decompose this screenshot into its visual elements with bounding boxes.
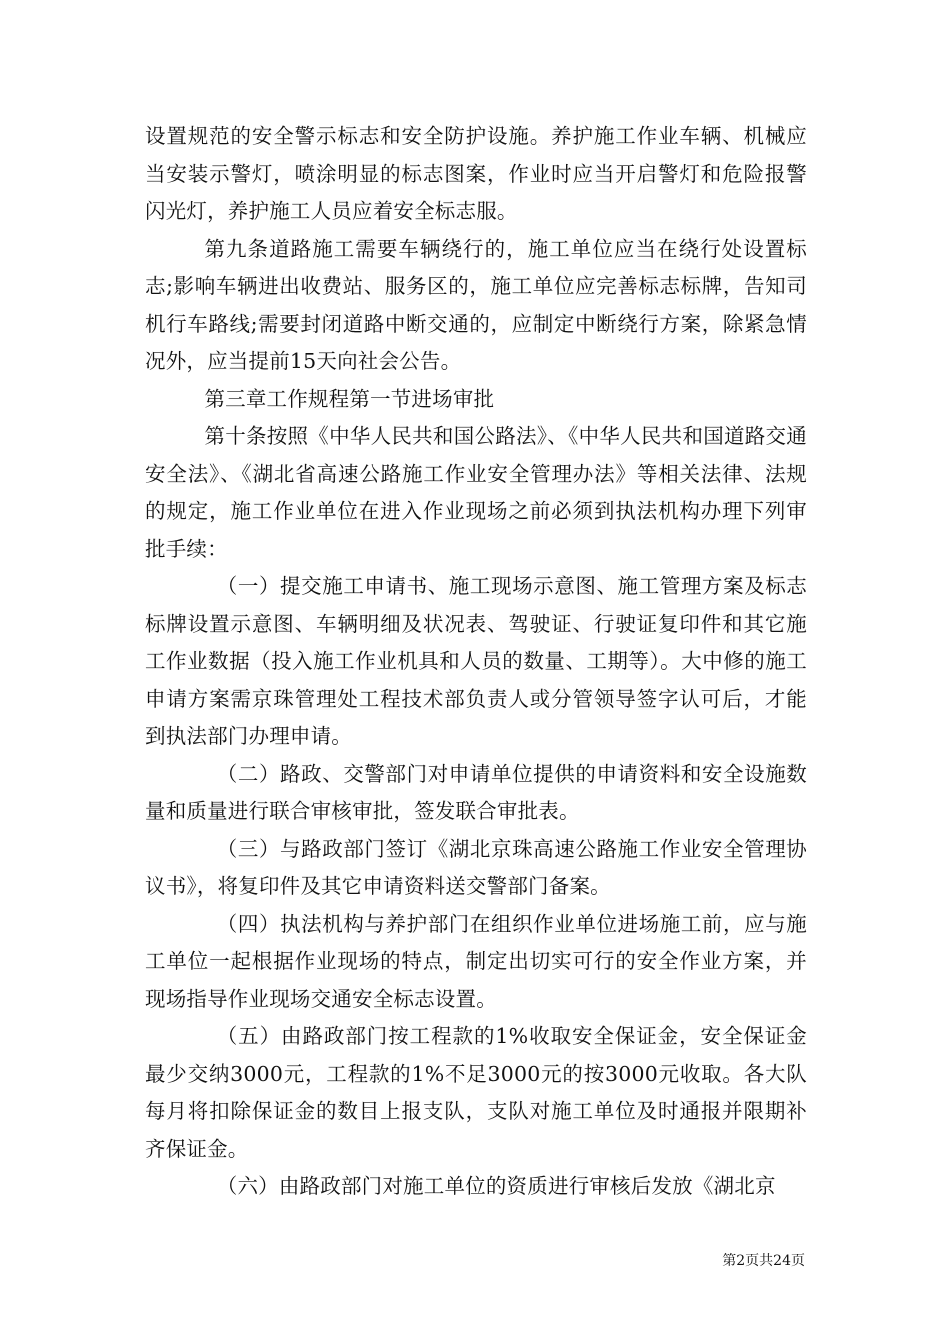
page-number-footer: 第2页共24页 xyxy=(722,1253,805,1269)
list-item-3: （三）与路政部门签订《湖北京珠高速公路施工作业安全管理协议书》，将复印件及其它申请资料送交警部门备案。 xyxy=(145,836,807,898)
paragraph-article-10: 第十条按照《中华人民共和国公路法》、《中华人民共和国道路交通安全法》、《湖北省高速公路施工作业安全管理办法》等相关法律、法规的规定，施工作业单位在进入作业现场之前必须到执法机构办理下列审批手续： xyxy=(145,424,807,561)
list-item-2: （二）路政、交警部门对申请单位提供的申请资料和安全设施数量和质量进行联合审核审批，签发联合审批表。 xyxy=(145,761,807,823)
paragraph-article-9: 第九条道路施工需要车辆绕行的，施工单位应当在绕行处设置标志;影响车辆进出收费站、服务区的，施工单位应完善标志标牌，告知司机行车路线;需要封闭道路中断交通的，应制定中断绕行方案，除紧急情况外，应当提前15天向社会公告。 xyxy=(145,236,807,373)
list-item-1: （一）提交施工申请书、施工现场示意图、施工管理方案及标志标牌设置示意图、车辆明细及状况表、驾驶证、行驶证复印件和其它施工作业数据（投入施工作业机具和人员的数量、工期等）。大中修的施工申请方案需京珠管理处工程技术部负责人或分管领导签字认可后，才能到执法部门办理申请。 xyxy=(145,574,807,748)
chapter-heading: 第三章工作规程第一节进场审批 xyxy=(204,386,495,411)
list-item-6: （六）由路政部门对施工单位的资质进行审核后发放《湖北京 xyxy=(216,1174,776,1198)
list-item-5: （五）由路政部门按工程款的1%收取安全保证金，安全保证金最少交纳3000元，工程款的1%不足3000元的按3000元收取。各大队每月将扣除保证金的数目上报支队，支队对施工单位及时通报并限期补齐保证金。 xyxy=(145,1024,807,1161)
paragraph-1: 设置规范的安全警示标志和安全防护设施。养护施工作业车辆、机械应当安装示警灯，喷涂明显的标志图案，作业时应当开启警灯和危险报警闪光灯，养护施工人员应着安全标志服。 xyxy=(145,124,807,223)
document-body xyxy=(145,118,807,1206)
list-item-4: （四）执法机构与养护部门在组织作业单位进场施工前，应与施工单位一起根据作业现场的特点，制定出切实可行的安全作业方案，并现场指导作业现场交通安全标志设置。 xyxy=(145,911,807,1011)
